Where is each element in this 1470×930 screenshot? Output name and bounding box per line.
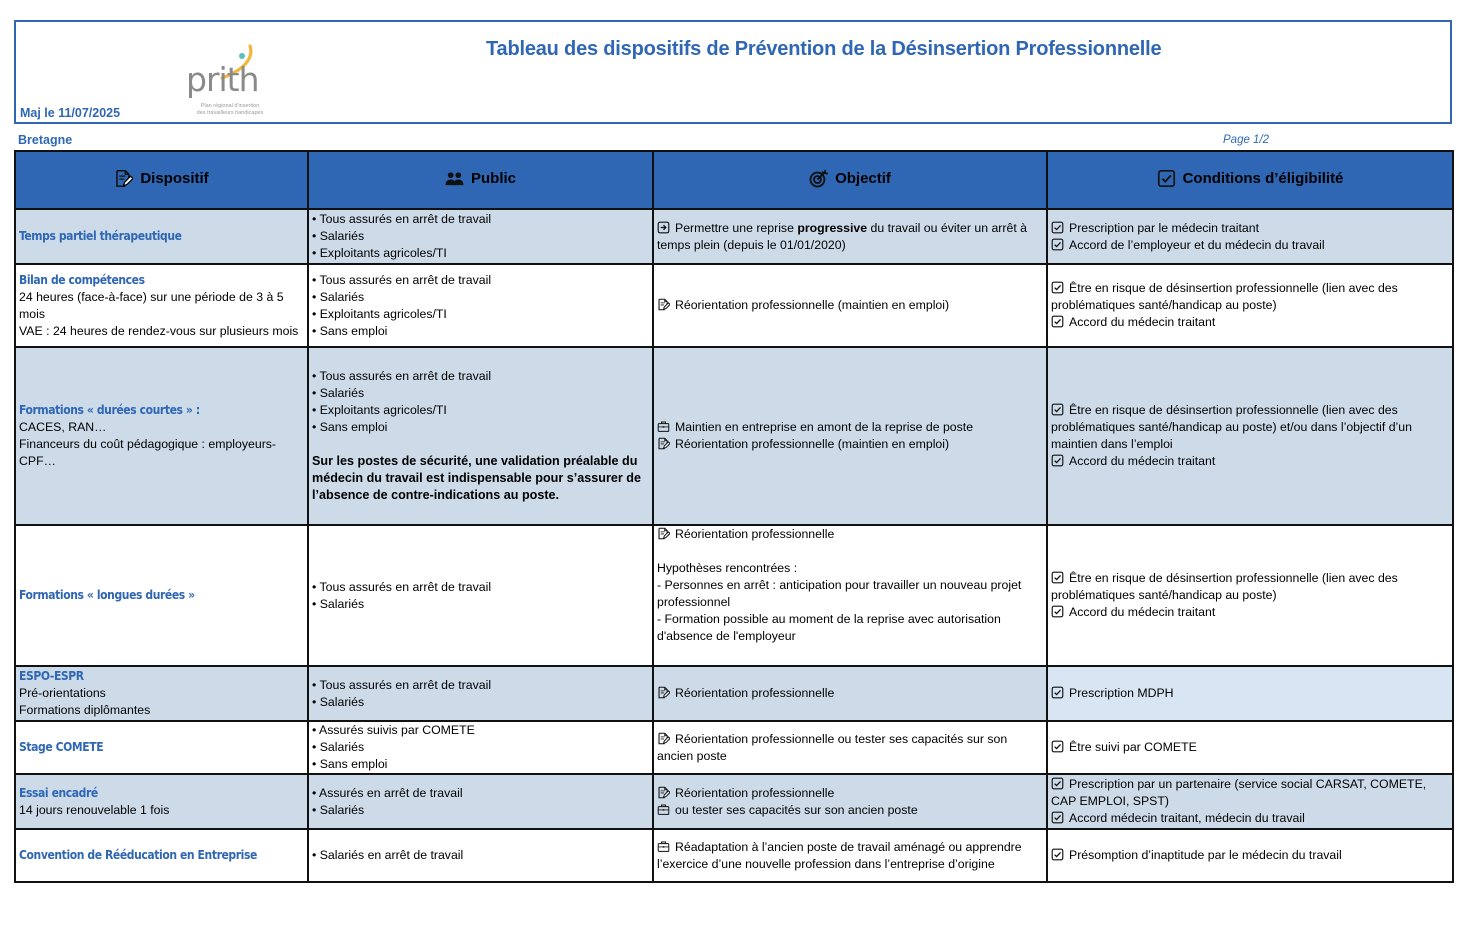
cell-public [308, 721, 653, 774]
logo-subtitle: Plan régional d'insertion des travailleurs handicapés [196, 103, 264, 116]
dispositifs-table [14, 150, 1454, 883]
page-title: Tableau des dispositifs de Prévention de la Désinsertion Professionnelle [486, 38, 1162, 60]
column-header-public: Public [308, 151, 653, 209]
people-icon [445, 169, 464, 188]
public-item: • Tous assurés en arrêt de travail [312, 272, 492, 287]
spacer [657, 543, 1043, 560]
cell-conditions [1047, 721, 1453, 774]
checkbox-icon [1051, 777, 1064, 790]
condition-item: Accord du médecin traitant [1051, 604, 1449, 621]
checkbox-icon [1051, 221, 1064, 234]
cell-public [308, 209, 653, 264]
condition-item: Être en risque de désinsertion professionnelle (lien avec des problématiques santé/handicap au poste) et/ou dans l’objectif d’un maintien dans l’emploi [1051, 403, 1412, 451]
dispositif-detail: 24 heures (face-à-face) sur une période de 3 à 5 mois [19, 289, 284, 321]
dispositif-detail: Formations diplômantes [19, 703, 151, 717]
objectif-item: Réorientation professionnelle (maintien en emploi) [657, 297, 1043, 314]
public-item: • Salariés [312, 596, 365, 611]
table-row [15, 721, 1453, 774]
cell-conditions [1047, 666, 1453, 721]
objectif-item: Réorientation professionnelle [657, 785, 1043, 802]
objectif-item: Réorientation professionnelle ou tester ses capacités sur son ancien poste [657, 731, 1008, 763]
condition-item: Présomption d’inaptitude par le médecin du travail [1051, 847, 1449, 864]
table-row [15, 774, 1453, 829]
briefcase-icon [657, 840, 670, 853]
public-item: • Salariés [312, 386, 365, 400]
objectif-item: Réorientation professionnelle [657, 685, 1043, 702]
cell-conditions [1047, 264, 1453, 347]
public-item: • Salariés [312, 694, 365, 709]
cell-dispositif [15, 347, 308, 525]
dispositif-name: Formations « longues durées » [19, 588, 195, 602]
objectif-item: Réorientation professionnelle (maintien en emploi) [657, 436, 1043, 453]
objectif-item: Réadaptation à l’ancien poste de travail aménagé ou apprendre l’exercice d’une nouvelle profession dans l’entreprise d’origine [657, 839, 1022, 871]
region-label: Bretagne [18, 133, 73, 147]
checkbox-icon [1051, 686, 1064, 699]
cell-conditions [1047, 829, 1453, 882]
cell-public [308, 264, 653, 347]
cell-dispositif [15, 666, 308, 721]
checkbox-icon [1051, 315, 1064, 328]
edit-document-icon [114, 169, 133, 188]
cell-dispositif [15, 209, 308, 264]
public-item: • Sans emploi [312, 757, 388, 771]
cell-objectif [653, 209, 1047, 264]
table-row [15, 209, 1453, 264]
cell-public [308, 525, 653, 666]
edit-document-icon [657, 732, 670, 745]
public-item: • Exploitants agricoles/TI [312, 403, 447, 417]
prith-logo [184, 44, 274, 120]
cell-objectif [653, 666, 1047, 721]
checkbox-icon [1051, 605, 1064, 618]
checkbox-icon [1051, 571, 1064, 584]
cell-objectif [653, 347, 1047, 525]
dispositif-name: Essai encadré [19, 785, 98, 800]
public-item: • Salariés en arrêt de travail [312, 848, 464, 862]
cell-dispositif [15, 774, 308, 829]
cell-dispositif [15, 829, 308, 882]
update-date: Maj le 11/07/2025 [20, 106, 121, 120]
target-icon [809, 169, 828, 188]
edit-document-icon [657, 686, 670, 699]
cell-dispositif [15, 264, 308, 347]
condition-item: Prescription MDPH [1051, 685, 1449, 702]
dispositif-detail: VAE : 24 heures de rendez-vous sur plusieurs mois [19, 323, 299, 338]
page-number: Page 1/2 [1223, 134, 1270, 146]
edit-document-icon [657, 786, 670, 799]
checkbox-icon [1051, 454, 1064, 467]
public-item: • Salariés [312, 289, 365, 304]
cell-public [308, 347, 653, 525]
dispositif-name: ESPO-ESPR [19, 669, 84, 683]
briefcase-icon [657, 803, 670, 816]
condition-item: Être en risque de désinsertion professionnelle (lien avec des problématiques santé/handicap au poste) [1051, 281, 1398, 312]
objectif-hypothesis: - Formation possible au moment de la reprise avec autorisation d'absence de l'employeur [657, 612, 1001, 643]
checkbox-icon [1051, 403, 1064, 416]
dispositif-name: Convention de Rééducation en Entreprise [19, 848, 257, 862]
spacer [312, 436, 649, 453]
dispositif-detail: 14 jours renouvelable 1 fois [19, 802, 170, 817]
cell-conditions [1047, 209, 1453, 264]
column-header-conditions: Conditions d’éligibilité [1047, 151, 1453, 209]
dispositif-detail: Financeurs du coût pédagogique : employeurs-CPF… [19, 437, 277, 468]
column-header-dispositif: Dispositif [15, 151, 308, 209]
cell-conditions [1047, 525, 1453, 666]
public-item: • Tous assurés en arrêt de travail [312, 212, 492, 226]
public-item: • Salariés [312, 802, 365, 817]
condition-item: Prescription par un partenaire (service social CARSAT, COMETE, CAP EMPLOI, SPST) [1051, 777, 1427, 808]
public-item: • Sans emploi [312, 323, 388, 338]
checkbox-icon [1051, 848, 1064, 861]
condition-item: Accord du médecin traitant [1051, 314, 1449, 331]
cell-public [308, 666, 653, 721]
edit-document-icon [657, 437, 670, 450]
document-header [14, 20, 1452, 124]
objectif-hypothesis: Hypothèses rencontrées : [657, 561, 798, 575]
condition-item: Accord de l’employeur et du médecin du travail [1051, 237, 1449, 254]
objectif-emphasis: progressive [797, 220, 868, 235]
table-header-row [15, 151, 1453, 209]
condition-item: Accord du médecin traitant [1051, 453, 1449, 470]
cell-objectif [653, 721, 1047, 774]
cell-conditions [1047, 347, 1453, 525]
public-item: • Salariés [312, 740, 365, 754]
edit-document-icon [657, 298, 670, 311]
public-item: • Assurés suivis par COMETE [312, 723, 475, 737]
public-item: • Sans emploi [312, 420, 388, 434]
table-row [15, 666, 1453, 721]
checkbox-icon [1051, 238, 1064, 251]
condition-item: Être en risque de désinsertion professionnelle (lien avec des problématiques santé/handicap au poste) [1051, 571, 1398, 602]
public-item: • Assurés en arrêt de travail [312, 785, 463, 800]
checkbox-icon [1157, 169, 1176, 188]
dispositif-name: Bilan de compétences [19, 272, 145, 287]
condition-item: Accord médecin traitant, médecin du travail [1051, 810, 1449, 827]
objectif-item: ou tester ses capacités sur son ancien poste [657, 802, 1043, 819]
public-item: • Salariés [312, 229, 365, 243]
checkbox-icon [1051, 740, 1064, 753]
public-item: • Exploitants agricoles/TI [312, 306, 447, 321]
objectif-hypothesis: - Personnes en arrêt : anticipation pour travailler un nouveau projet professionnel [657, 578, 1022, 609]
condition-item: Prescription par le médecin traitant [1051, 220, 1449, 237]
cell-public [308, 829, 653, 882]
dispositif-name: Temps partiel thérapeutique [19, 229, 182, 243]
cell-objectif [653, 829, 1047, 882]
public-item: • Tous assurés en arrêt de travail [312, 677, 492, 692]
objectif-item: Réorientation professionnelle [657, 526, 1043, 543]
public-note: Sur les postes de sécurité, une validation préalable du médecin du travail est indispensable pour s’assurer de l’absence de contre-indications au poste. [312, 454, 641, 502]
table-row [15, 525, 1453, 666]
dispositif-name: Stage COMETE [19, 740, 104, 754]
table-row [15, 347, 1453, 525]
cell-objectif [653, 264, 1047, 347]
condition-item: Être suivi par COMETE [1051, 739, 1449, 756]
cell-objectif [653, 525, 1047, 666]
checkbox-icon [1051, 811, 1064, 824]
public-item: • Tous assurés en arrêt de travail [312, 579, 492, 594]
checkbox-icon [1051, 281, 1064, 294]
logo-wordmark: prith [186, 60, 259, 99]
public-item: • Exploitants agricoles/TI [312, 246, 447, 260]
objectif-item: Permettre une reprise progressive du travail ou éviter un arrêt à temps plein (depuis le 01/01/2020) [657, 220, 1028, 252]
public-item: • Tous assurés en arrêt de travail [312, 369, 492, 383]
arrow-right-box-icon [657, 221, 670, 234]
table-row [15, 264, 1453, 347]
objectif-item: Maintien en entreprise en amont de la reprise de poste [657, 419, 1043, 436]
cell-dispositif [15, 525, 308, 666]
edit-document-icon [657, 527, 670, 540]
table-row [15, 829, 1453, 882]
briefcase-icon [657, 420, 670, 433]
dispositif-name: Formations « durées courtes » : [19, 403, 200, 417]
cell-objectif [653, 774, 1047, 829]
cell-conditions [1047, 774, 1453, 829]
dispositif-detail: CACES, RAN… [19, 420, 107, 434]
dispositif-detail: Pré-orientations [19, 686, 106, 700]
cell-public [308, 774, 653, 829]
cell-dispositif [15, 721, 308, 774]
column-header-objectif: Objectif [653, 151, 1047, 209]
